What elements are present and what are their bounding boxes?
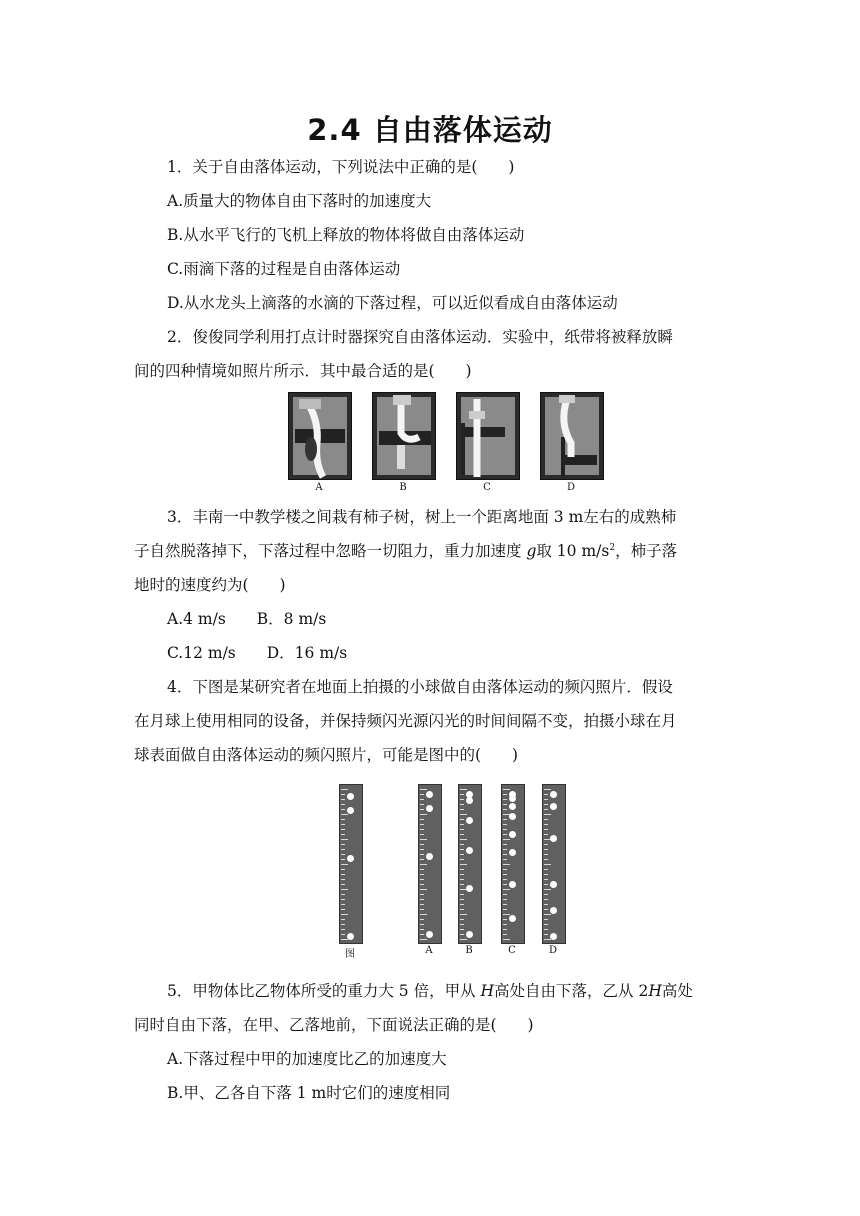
photo-label-c: C (483, 482, 491, 493)
strobe-ball (509, 915, 516, 922)
q5-stem-line2: 同时自由下落，在甲、乙落地前，下面说法正确的是( ) (134, 1016, 534, 1034)
strobe-ball (347, 933, 354, 940)
q5-option-a: A.下落过程中甲的加速度比乙的加速度大 (167, 1050, 447, 1068)
strobe-ball (509, 803, 516, 810)
strobe-ball (466, 931, 473, 938)
q3-stem-line1: 3．丰南一中教学楼之间栽有柿子树，树上一个距离地面 3 m左右的成熟柿 (167, 508, 677, 526)
timer-photos-figure (288, 390, 606, 496)
q5-option-b: B.甲、乙各自下落 1 m时它们的速度相同 (167, 1084, 451, 1102)
strobe-ball (509, 849, 516, 856)
q1-option-d: D.从水龙头上滴落的水滴的下落过程，可以近似看成自由落体运动 (167, 294, 618, 312)
q2-stem-line1: 2．俊俊同学利用打点计时器探究自由落体运动．实验中，纸带将被释放瞬 (167, 328, 673, 346)
strobe-ball (426, 805, 433, 812)
strobe-ball (509, 795, 516, 802)
strip-label-c: C (508, 945, 516, 956)
strip-c (501, 784, 525, 944)
strip-label-ref: 图 (345, 949, 355, 960)
q3-stem-line2: 子自然脱落掉下，下落过程中忽略一切阻力，重力加速度 g取 10 $m/s^2$，柿子落 (134, 542, 678, 560)
photo-b (372, 392, 436, 480)
strobe-ball (550, 881, 557, 888)
q5-stem-line1: 5．甲物体比乙物体所受的重力大 5 倍，甲从 H高处自由下落，乙从 2H高处 (167, 982, 693, 1000)
strip-d (542, 784, 566, 944)
q4-stem-line2: 在月球上使用相同的设备，并保持频闪光源闪光的时间间隔不变，拍摄小球在月 (134, 712, 677, 730)
q1-option-b: B.从水平飞行的飞机上释放的物体将做自由落体运动 (167, 226, 525, 244)
strobe-ball (550, 907, 557, 914)
strobe-ball (426, 853, 433, 860)
photo-label-a: A (315, 482, 323, 493)
q3-options-ab: A.4 m/s B．8 m/s (167, 610, 327, 628)
strobe-ball (466, 817, 473, 824)
strobe-photos-figure (333, 782, 569, 962)
q3-options-cd: C.12 m/s D．16 m/s (167, 644, 348, 662)
strobe-ball (347, 807, 354, 814)
strip-label-d: D (548, 945, 558, 956)
strip-ref (339, 784, 363, 944)
strobe-ball (466, 885, 473, 892)
strobe-ball (509, 813, 516, 820)
q4-stem-line3: 球表面做自由落体运动的频闪照片，可能是图中的( ) (134, 746, 519, 764)
strobe-ball (550, 791, 557, 798)
strobe-ball (550, 803, 557, 810)
strip-b (458, 784, 482, 944)
strip-label-b: B (465, 945, 473, 956)
strobe-ball (550, 933, 557, 940)
strobe-ball (426, 931, 433, 938)
q1-option-c: C.雨滴下落的过程是自由落体运动 (167, 260, 401, 278)
photo-c (456, 392, 520, 480)
strobe-ball (426, 791, 433, 798)
photo-label-b: B (399, 482, 407, 493)
strobe-ball (509, 881, 516, 888)
strobe-ball (509, 831, 516, 838)
q3-stem-line3: 地时的速度约为( ) (134, 576, 286, 594)
strobe-ball (466, 797, 473, 804)
photo-label-d: D (566, 482, 576, 493)
q2-stem-line2: 间的四种情境如照片所示．其中最合适的是( ) (134, 362, 472, 380)
strobe-ball (347, 855, 354, 862)
strobe-ball (550, 835, 557, 842)
strip-label-a: A (425, 945, 433, 956)
q4-stem-line1: 4．下图是某研究者在地面上拍摄的小球做自由落体运动的频闪照片．假设 (167, 678, 673, 696)
q1-stem: 1．关于自由落体运动，下列说法中正确的是( ) (167, 158, 515, 176)
strip-a (418, 784, 442, 944)
photo-a (288, 392, 352, 480)
q1-option-a: A.质量大的物体自由下落时的加速度大 (167, 192, 432, 210)
page-title: 2.4 自由落体运动 (307, 113, 553, 147)
strobe-ball (347, 793, 354, 800)
photo-d (540, 392, 604, 480)
strobe-ball (466, 847, 473, 854)
